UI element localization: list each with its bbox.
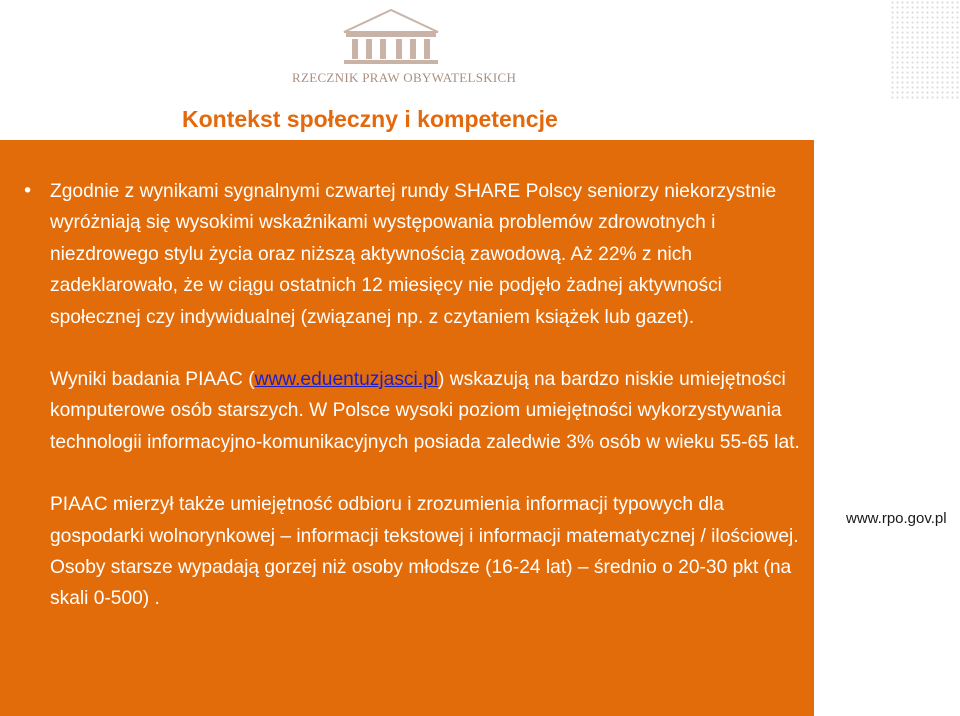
- bullet-marker: •: [22, 180, 34, 202]
- slide-body: [50, 176, 810, 615]
- paragraph-piaac-rest: ) wskazują na bardzo niskie umiejętności komputerowe osób starszych. W Polsce wysoki poziom umiejętności wykorzystywania technologii informacyjno-komunikacyjnych posiada zaledwie 3% osób w wieku 55-65 lat.: [50, 369, 800, 453]
- corner-decoration: [850, 0, 960, 100]
- website-url: www.rpo.gov.pl: [846, 510, 947, 527]
- org-name: RZECZNIK PRAW OBYWATELSKICH: [292, 70, 517, 85]
- paragraph-piaac-results: [50, 364, 810, 458]
- building-icon: [336, 6, 446, 68]
- paragraph-piaac-intro: Wyniki badania PIAAC (: [50, 369, 255, 391]
- eduentuzjasci-link[interactable]: www.eduentuzjasci.pl: [254, 369, 439, 391]
- slide-title: Kontekst społeczny i kompetencje: [182, 106, 558, 132]
- paragraph-share: Zgodnie z wynikami sygnalnymi czwartej rundy SHARE Polscy seniorzy niekorzystnie wyróżniają się wysokimi wskaźnikami występowania problemów zdrowotnych i niezdrowego stylu życia oraz niższą aktywnością zawodową. Aż 22% z nich zadeklarowało, że w ciągu ostatnich 12 miesięcy nie podjęło żadnej aktywności społecznej czy indywidualnej (związanej np. z czytaniem książek lub gazet).: [50, 181, 777, 328]
- rpo-logo: [292, 0, 517, 100]
- paragraph-piaac-skills: PIAAC mierzył także umiejętność odbioru i zrozumienia informacji typowych dla gospodarki wolnorynkowej – informacji tekstowej i informacji matematycznej / ilościowej. Osoby starsze wypadają gorzej niż osoby młodsze (16-24 lat) – średnio o 20-30 pkt (na skali 0-500) .: [50, 494, 799, 610]
